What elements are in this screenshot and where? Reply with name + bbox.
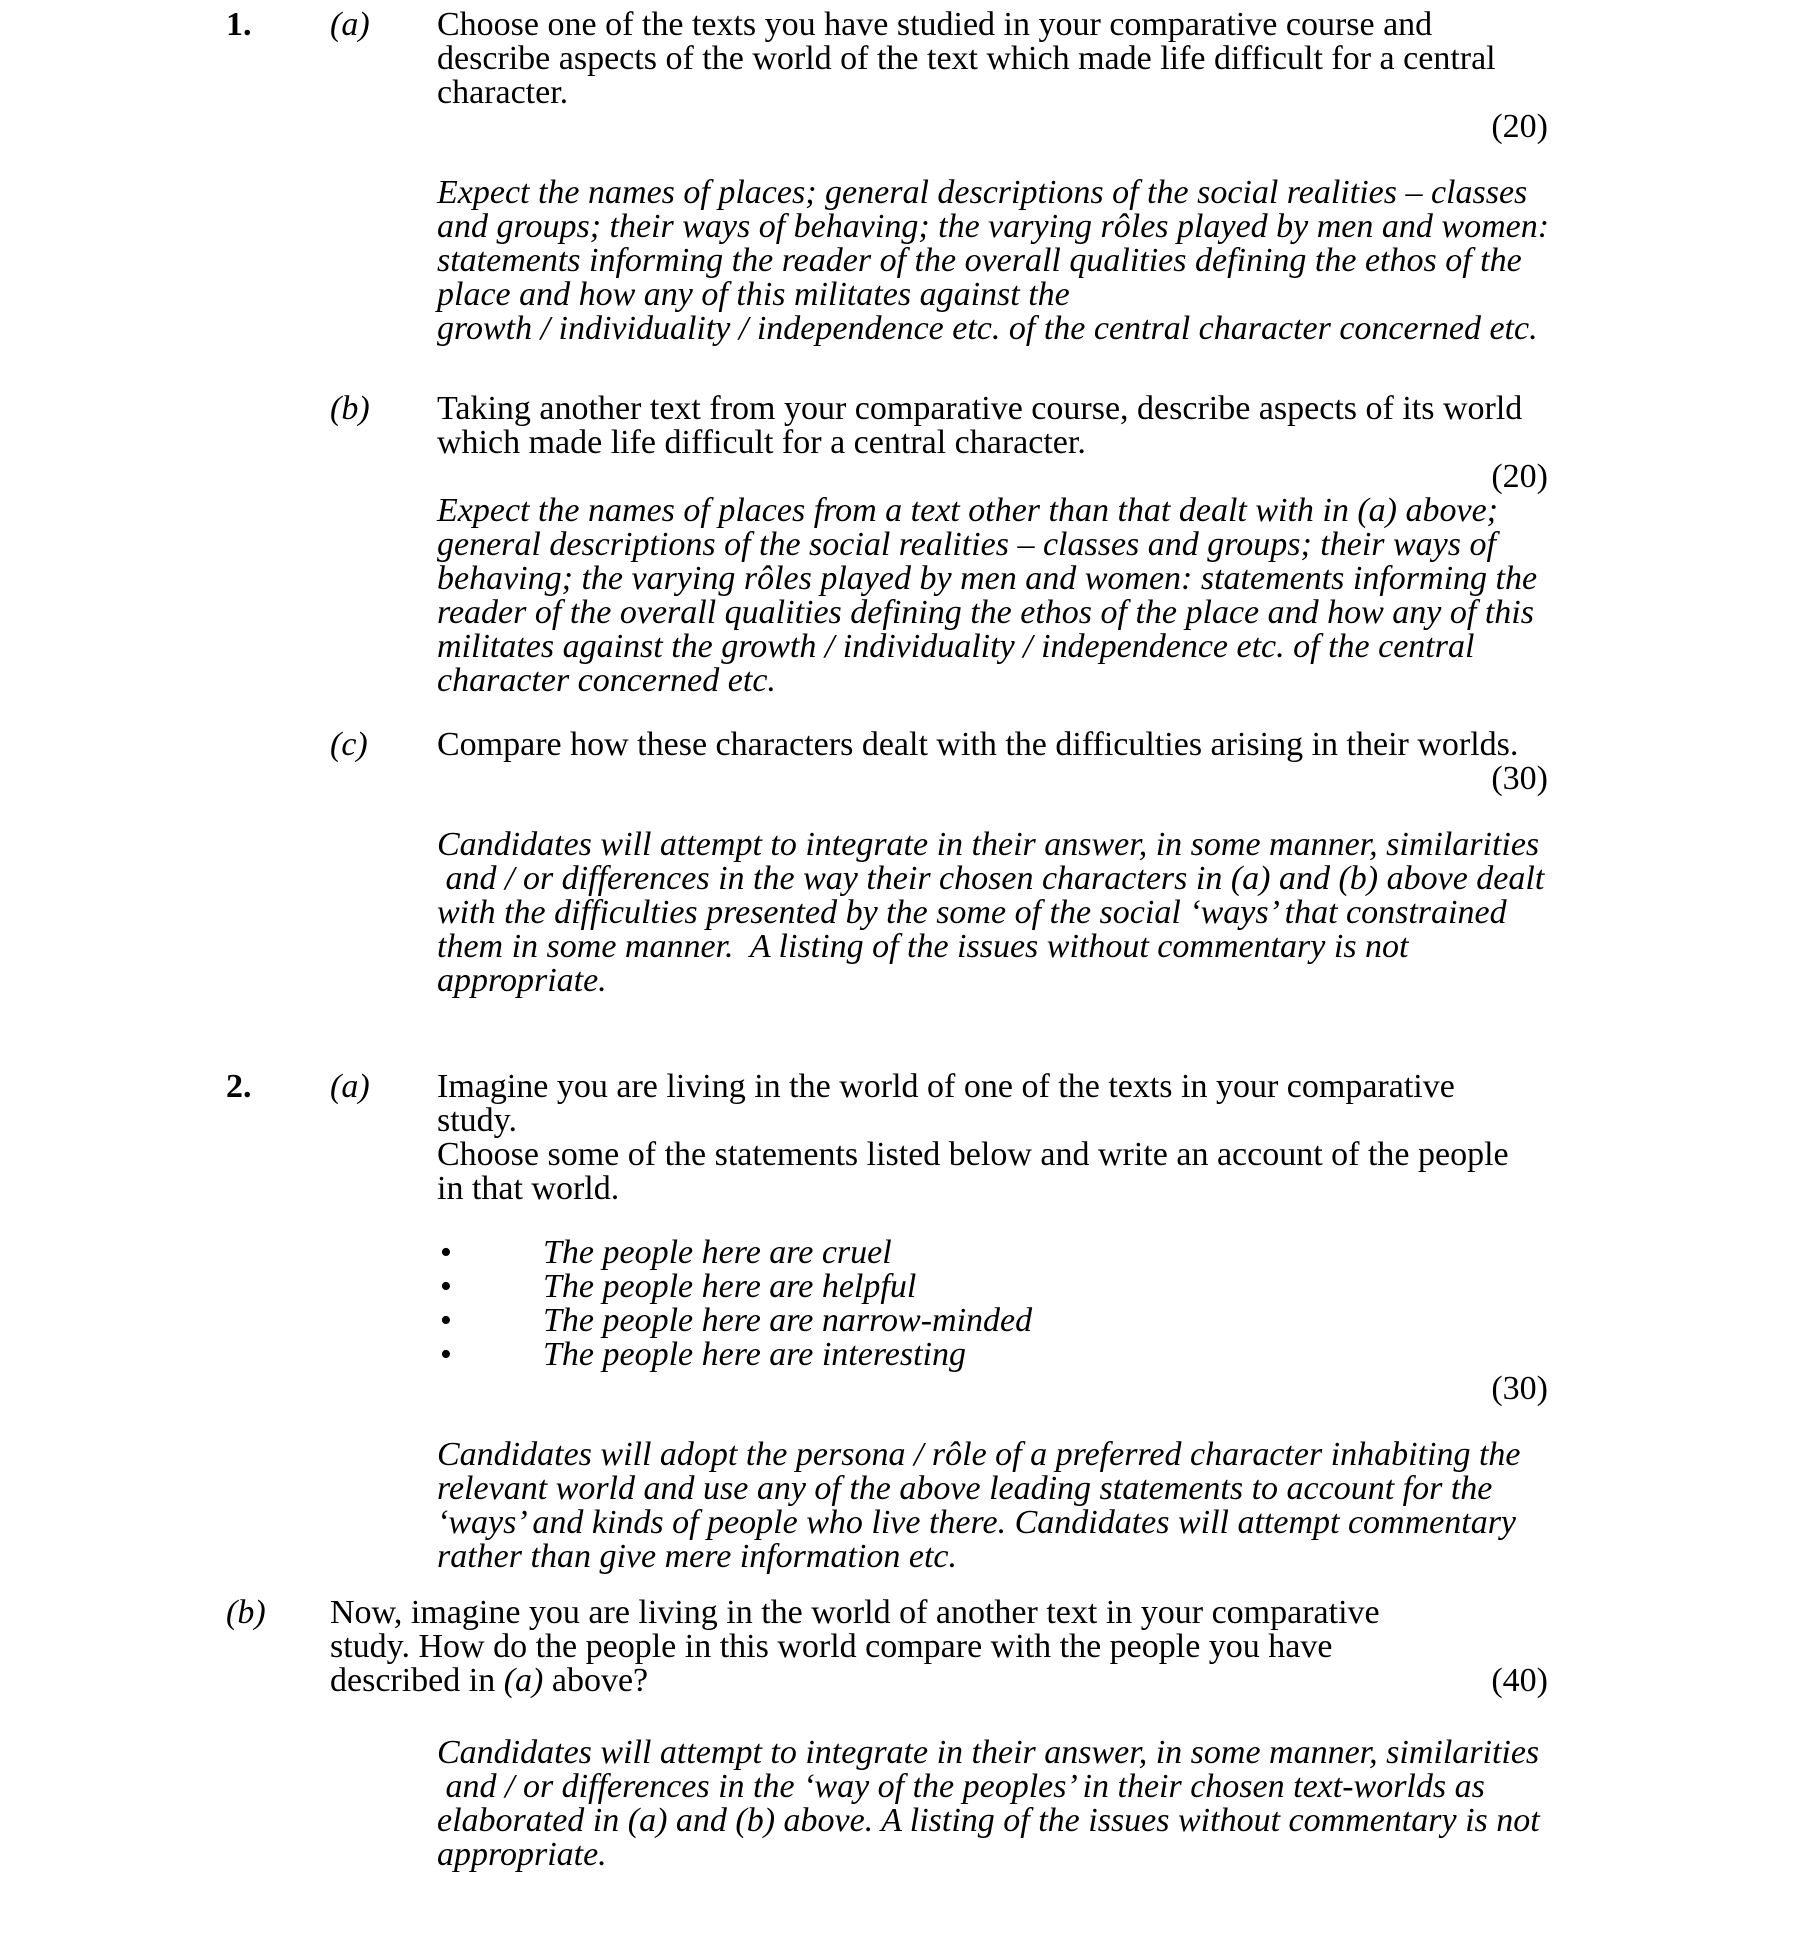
q2a-marks: (30)	[1491, 1370, 1548, 1407]
q2b-guidance-3: elaborated in (a) and (b) above. A listing of the issues without commentary is not	[437, 1802, 1540, 1839]
q1b-line-1: Taking another text from your comparative course, describe aspects of its world	[437, 390, 1523, 427]
q1a-marks: (20)	[1491, 108, 1548, 145]
q2b-line-3	[330, 1664, 648, 1698]
q2a-guidance-1: Candidates will adopt the persona / rôle of a preferred character inhabiting the	[437, 1436, 1521, 1473]
q1b-marks: (20)	[1491, 458, 1548, 495]
q1c-guidance-5: appropriate.	[437, 962, 607, 999]
q1a-line-2: describe aspects of the world of the text which made life difficult for a central	[437, 40, 1496, 77]
q2b-guidance-1: Candidates will attempt to integrate in their answer, in some manner, similarities	[437, 1734, 1540, 1771]
q1b-guidance-4: reader of the overall qualities defining the ethos of the place and how any of this	[437, 594, 1534, 631]
q1a-line-3: character.	[437, 74, 569, 111]
q2a-guidance-2: relevant world and use any of the above leading statements to account for the	[437, 1470, 1493, 1507]
q2b-line-2: study. How do the people in this world compare with the people you have	[330, 1628, 1333, 1665]
q2b-line-3-pre: described in	[330, 1662, 504, 1699]
bullet-1: •	[440, 1234, 452, 1271]
q1c-guidance-1: Candidates will attempt to integrate in their answer, in some manner, similarities	[437, 826, 1540, 863]
q2b-line-3-post: above?	[543, 1662, 649, 1699]
q2a-guidance-4: rather than give mere information etc.	[437, 1538, 957, 1575]
bullet-2: •	[440, 1268, 452, 1305]
q1c-guidance-2: and / or differences in the way their chosen characters in (a) and (b) above dealt	[437, 860, 1545, 897]
q2b-marks: (40)	[1491, 1662, 1548, 1699]
q1c-guidance-4: them in some manner. A listing of the issues without commentary is not	[437, 928, 1409, 965]
question-2-number: 2.	[226, 1068, 252, 1105]
q2b-line-3-ref: (a)	[503, 1662, 544, 1699]
q2a-statement-3: The people here are narrow-minded	[543, 1302, 1033, 1339]
q1a-guidance-3: statements informing the reader of the overall qualities defining the ethos of the	[437, 242, 1522, 279]
q1b-guidance-6: character concerned etc.	[437, 662, 776, 699]
q1a-guidance-1: Expect the names of places; general descriptions of the social realities – classes	[437, 174, 1528, 211]
q2a-label: (a)	[330, 1068, 370, 1105]
q2b-line-1: Now, imagine you are living in the world of another text in your comparative	[330, 1594, 1380, 1631]
q1a-guidance-4: place and how any of this militates against the	[437, 276, 1070, 313]
q1b-guidance-2: general descriptions of the social realities – classes and groups; their ways of	[437, 526, 1496, 563]
q1c-marks: (30)	[1491, 760, 1548, 797]
q1a-label: (a)	[330, 6, 370, 43]
q1a-guidance-2: and groups; their ways of behaving; the varying rôles played by men and women:	[437, 208, 1550, 245]
question-1-number: 1.	[226, 6, 252, 43]
q2a-line-4: in that world.	[437, 1170, 620, 1207]
q2a-guidance-3: ‘ways’ and kinds of people who live there. Candidates will attempt commentary	[437, 1504, 1517, 1541]
q1c-line-1: Compare how these characters dealt with the difficulties arising in their worlds.	[437, 726, 1519, 763]
q2b-guidance-4: appropriate.	[437, 1836, 607, 1873]
q1b-guidance-3: behaving; the varying rôles played by men and women: statements informing the	[437, 560, 1538, 597]
q1a-guidance-5: growth / individuality / independence etc. of the central character concerned etc.	[437, 310, 1538, 347]
q2a-statement-2: The people here are helpful	[543, 1268, 917, 1305]
q2a-line-1: Imagine you are living in the world of one of the texts in your comparative	[437, 1068, 1455, 1105]
q1c-label: (c)	[330, 726, 368, 763]
q2a-line-3: Choose some of the statements listed below and write an account of the people	[437, 1136, 1509, 1173]
q2a-line-2: study.	[437, 1102, 517, 1139]
bullet-4: •	[440, 1336, 452, 1373]
q2b-label: (b)	[226, 1594, 266, 1631]
q2a-statement-1: The people here are cruel	[543, 1234, 892, 1271]
q1b-guidance-5: militates against the growth / individuality / independence etc. of the central	[437, 628, 1475, 665]
q2a-statement-4: The people here are interesting	[543, 1336, 967, 1373]
q1a-line-1: Choose one of the texts you have studied in your comparative course and	[437, 6, 1433, 43]
q1c-guidance-3: with the difficulties presented by the some of the social ‘ways’ that constrained	[437, 894, 1507, 931]
q1b-line-2: which made life difficult for a central character.	[437, 424, 1086, 461]
bullet-3: •	[440, 1302, 452, 1339]
q1b-label: (b)	[330, 390, 370, 427]
q1b-guidance-1: Expect the names of places from a text other than that dealt with in (a) above;	[437, 492, 1499, 529]
q2b-guidance-2: and / or differences in the ‘way of the peoples’ in their chosen text-worlds as	[437, 1768, 1485, 1805]
